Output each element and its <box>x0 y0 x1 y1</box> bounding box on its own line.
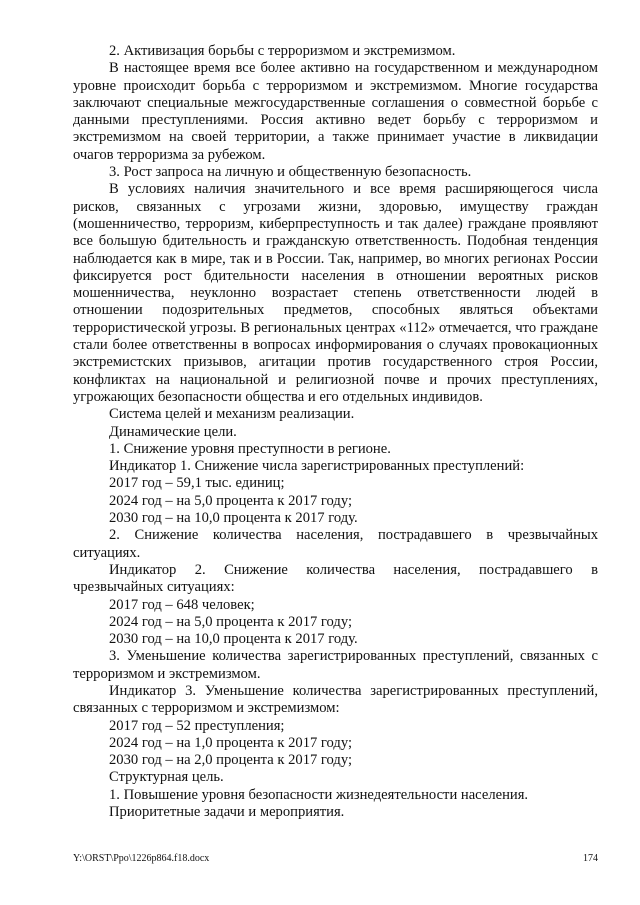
section-heading: Динамические цели. <box>109 423 237 440</box>
indicator-value: 2017 год – 52 преступления; <box>109 717 285 734</box>
indicator-item: Индикатор 3. Уменьшение количества зарегистрированных преступлений, связанных с терроризмом и экстремизмом: <box>73 682 598 717</box>
page-number: 174 <box>583 853 598 864</box>
section-heading: Система целей и механизм реализации. <box>109 406 355 423</box>
paragraph: 3. Рост запроса на личную и общественную безопасность. <box>109 164 472 181</box>
paragraph: В условиях наличия значительного и все время расширяющегося числа рисков, связанных с угрозами жизни, здоровью, имуществу граждан (мошенничество, терроризм, киберпреступность и так далее) граждане проявляют все большую бдительность и гражданскую ответственность. Подобная тенденция наблюдается как в мире, так и в России. Так, например, во многих регионах России фиксируется рост бдительности населения в отношении вероятных рисков мошенничества, неуклонно возрастает степень ответственности людей в отношении подозрительных предметов, способных являться объектами террористической угрозы. В региональных центрах «112» отмечается, что граждане стали более ответственны в вопросах информирования о случаях провокационных экстремистских призывов, агитации против государственного строя России, конфликтах на национальной и религиозной почве и прочих преступлениях, угрожающих безопасности общества и его отдельных индивидов. <box>73 181 598 405</box>
paragraph: 2. Активизация борьбы с терроризмом и экстремизмом. <box>109 43 456 59</box>
indicator-value: 2024 год – на 5,0 процента к 2017 году; <box>109 613 353 630</box>
indicator-value: 2017 год – 59,1 тыс. единиц; <box>109 475 285 492</box>
paragraph: В настоящее время все более активно на государственном и международном уровне происходит борьба с терроризмом и экстремизмом. Многие государства заключают специальные межгосударственные соглашения о совместной борьбе с данными преступлениями. Россия активно ведет борьбу с терроризмом и экстремизмом на своей территории, а также принимает участие в ликвидации очагов терроризма за рубежом. <box>73 60 598 163</box>
indicator-value: 2024 год – на 1,0 процента к 2017 году; <box>109 734 353 751</box>
section-heading: Структурная цель. <box>109 769 224 786</box>
indicator-value: 2030 год – на 10,0 процента к 2017 году. <box>109 631 358 648</box>
goal-item: 2. Снижение количества населения, пострадавшего в чрезвычайных ситуациях. <box>73 527 598 561</box>
indicator-value: 2030 год – на 10,0 процента к 2017 году. <box>109 510 358 527</box>
goal-item: 1. Повышение уровня безопасности жизнедеятельности населения. <box>109 786 529 803</box>
section-heading: Приоритетные задачи и мероприятия. <box>109 804 345 821</box>
indicator-value: 2024 год – на 5,0 процента к 2017 году; <box>109 492 353 509</box>
indicator-value: 2017 год – 648 человек; <box>109 596 255 613</box>
indicator-value: 2030 год – на 2,0 процента к 2017 году; <box>109 752 353 769</box>
document-body <box>73 43 598 821</box>
indicator-item: Индикатор 1. Снижение числа зарегистрированных преступлений: <box>109 458 525 475</box>
goal-item: 1. Снижение уровня преступности в регионе. <box>109 440 391 457</box>
goal-item: 3. Уменьшение количества зарегистрированных преступлений, связанных с терроризмом и экстремизмом. <box>73 648 598 682</box>
file-path: Y:\ORST\Ppo\1226p864.f18.docx <box>73 853 210 864</box>
indicator-item: Индикатор 2. Снижение количества населения, пострадавшего в чрезвычайных ситуациях: <box>73 561 598 596</box>
